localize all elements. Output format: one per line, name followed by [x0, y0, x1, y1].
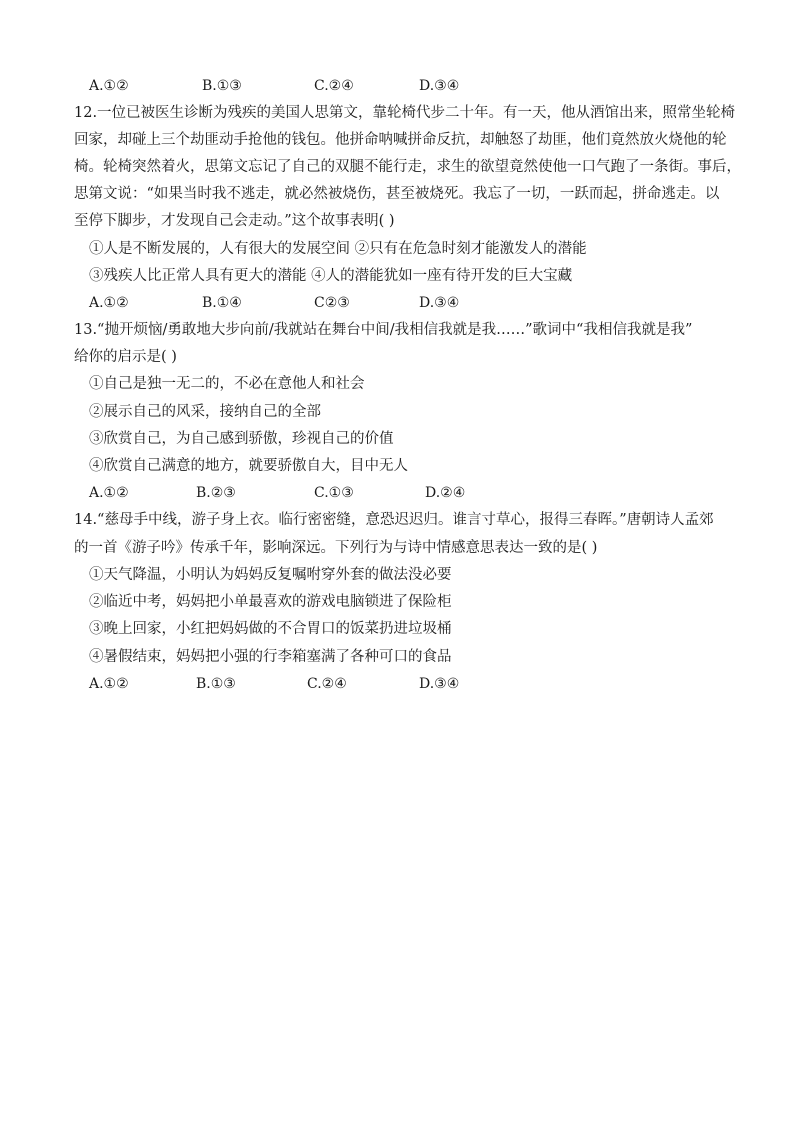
q12-option-d: D.③④ — [419, 295, 460, 311]
q14-stem-line-1: 14.“慈母手中线，游子身上衣。临行密密缝，意恐迟迟归。谁言寸草心，报得三春晖。”唐朝诗人孟郊 — [74, 512, 714, 528]
q14-statement-4: ④暑假结束，妈妈把小强的行李箱塞满了各种可口的食品 — [89, 649, 452, 665]
q12-stem-line-5: 至停下脚步，才发现自己会走动。”这个故事表明( ) — [74, 213, 395, 229]
q12-stem-line-3: 椅。轮椅突然着火，思第文忘记了自己的双腿不能行走，求生的欲望竟然使他一口气跑了一条街。事后， — [74, 159, 741, 175]
q14-statement-1: ①天气降温，小明认为妈妈反复嘱咐穿外套的做法没必要 — [89, 567, 452, 583]
q12-stem-line-4: 思第文说：“如果当时我不逃走，就必然被烧伤，甚至被烧死。我忘了一切，一跃而起，拼命逃走。以 — [74, 186, 720, 202]
q13-statement-2: ②展示自己的风采，接纳自己的全部 — [89, 404, 321, 420]
q13-stem-line-2: 给你的启示是( ) — [74, 349, 177, 365]
q14-stem-line-2: 的一首《游子吟》传承千年，影响深远。下列行为与诗中情感意思表达一致的是( ) — [74, 540, 598, 556]
q13-statement-3: ③欣赏自己，为自己感到骄傲，珍视自己的价值 — [89, 431, 394, 447]
q13-option-d: D.②④ — [425, 485, 466, 501]
q11-option-a: A.①② — [89, 78, 129, 94]
q14-statement-3: ③晚上回家，小红把妈妈做的不合胃口的饭菜扔进垃圾桶 — [89, 621, 452, 637]
q13-statement-1: ①自己是独一无二的，不必在意他人和社会 — [89, 376, 365, 392]
q14-statement-2: ②临近中考，妈妈把小单最喜欢的游戏电脑锁进了保险柜 — [89, 594, 452, 610]
q12-stem-line-2: 回家，却碰上三个劫匪动手抢他的钱包。他拼命呐喊拼命反抗，却触怒了劫匪，他们竟然放火烧他的轮 — [74, 132, 727, 148]
q12-option-b: B.①④ — [202, 295, 242, 311]
q14-option-d: D.③④ — [419, 676, 460, 692]
q11-option-b: B.①③ — [202, 78, 242, 94]
q12-statement-1: ①人是不断发展的，人有很大的发展空间 ②只有在危急时刻才能激发人的潜能 — [89, 241, 587, 257]
q13-option-a: A.①② — [89, 485, 129, 501]
q13-option-b: B.②③ — [196, 485, 236, 501]
q12-option-c: C②③ — [314, 295, 350, 311]
q14-option-c: C.②④ — [307, 676, 347, 692]
q12-option-a: A.①② — [89, 295, 129, 311]
q13-statement-4: ④欣赏自己满意的地方，就要骄傲自大，目中无人 — [89, 458, 408, 474]
q13-option-c: C.①③ — [314, 485, 354, 501]
q11-option-c: C.②④ — [314, 78, 354, 94]
q12-stem-line-1: 12.一位已被医生诊断为残疾的美国人思第文，靠轮椅代步二十年。有一天，他从酒馆出来，照常坐轮椅 — [74, 105, 736, 121]
q14-option-b: B.①③ — [196, 676, 236, 692]
q12-statement-2: ③残疾人比正常人具有更大的潜能 ④人的潜能犹如一座有待开发的巨大宝藏 — [89, 268, 573, 284]
q13-stem-line-1: 13.“抛开烦恼/勇敢地大步向前/我就站在舞台中间/我相信我就是我……”歌词中“我相信我就是我” — [74, 322, 693, 338]
q14-option-a: A.①② — [89, 676, 129, 692]
q11-option-d: D.③④ — [419, 78, 460, 94]
